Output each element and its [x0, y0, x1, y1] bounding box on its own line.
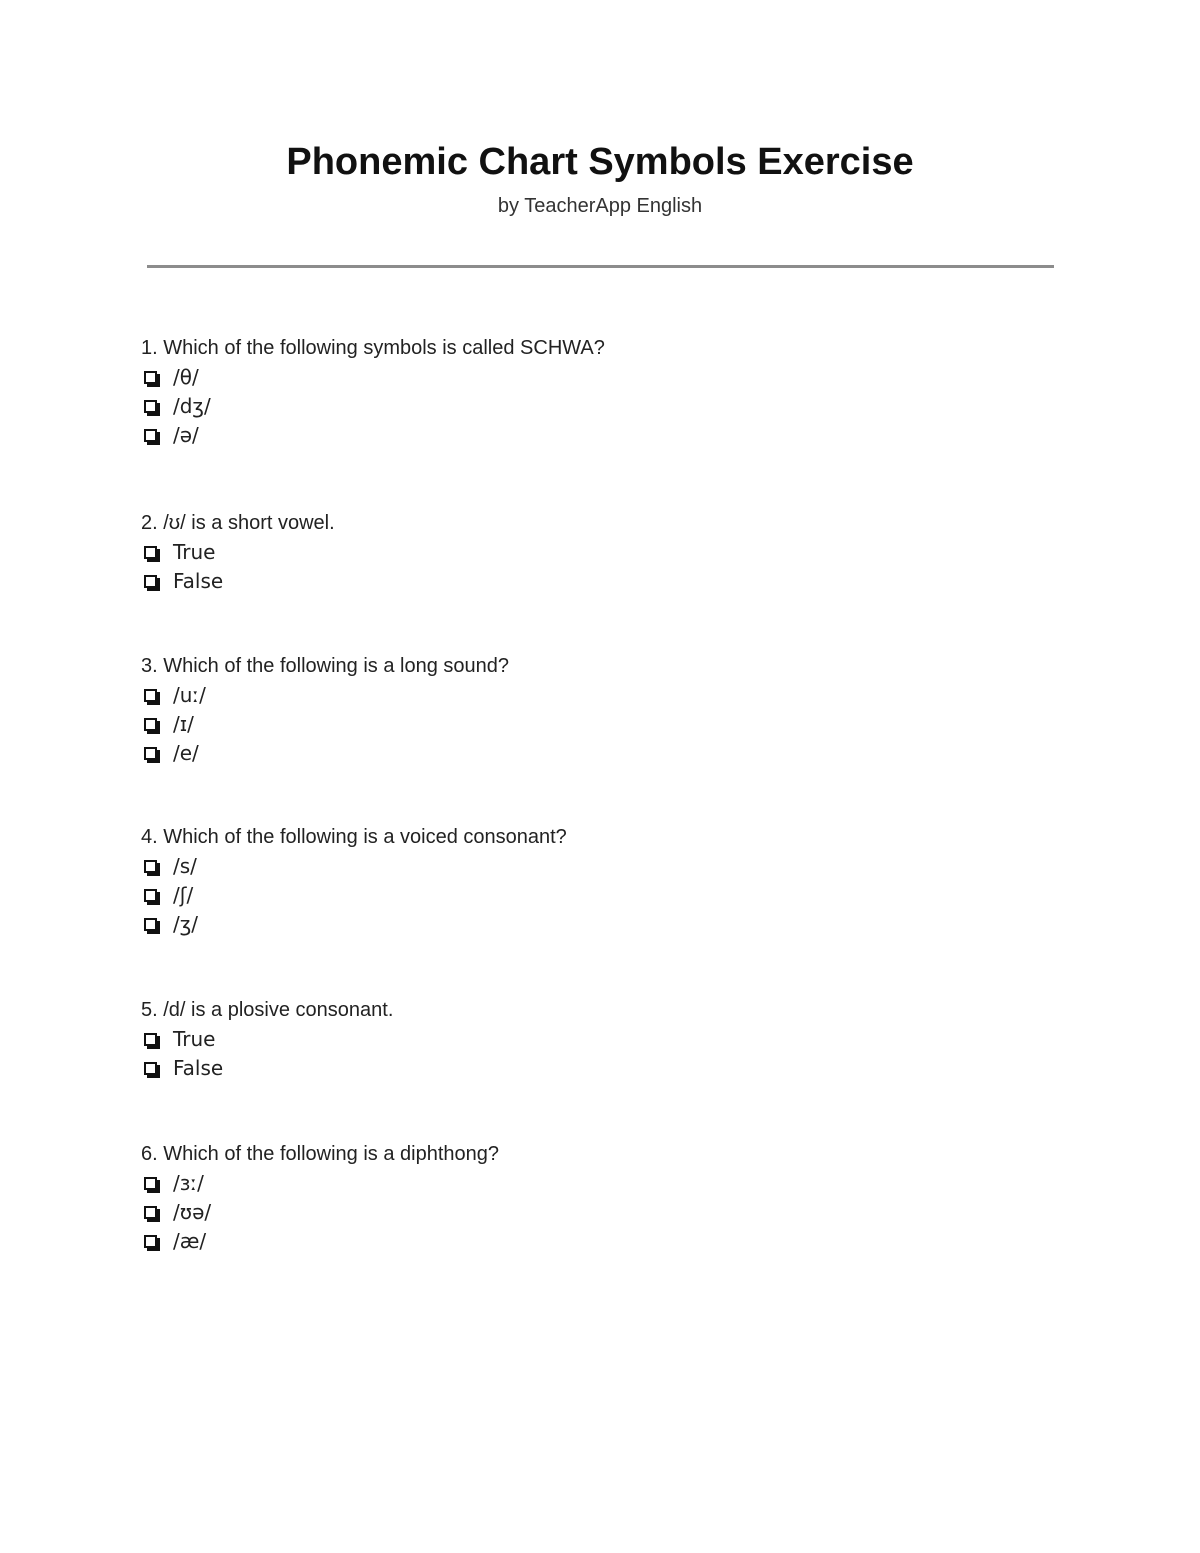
option-item[interactable] [141, 910, 1061, 939]
option-item[interactable] [141, 1227, 1061, 1256]
checkbox-icon[interactable] [144, 689, 157, 702]
question-text: 2. /ʊ/ is a short vowel. [141, 512, 335, 534]
question-text: 4. Which of the following is a voiced consonant? [141, 826, 567, 848]
checkbox-icon[interactable] [144, 371, 157, 384]
checkbox-icon[interactable] [144, 429, 157, 442]
option-label: /θ/ [173, 365, 199, 389]
option-label: /e/ [173, 741, 199, 765]
option-label: /ɜː/ [173, 1171, 204, 1195]
option-label: /ʊə/ [173, 1200, 212, 1224]
option-item[interactable] [141, 1025, 1061, 1054]
option-item[interactable] [141, 392, 1061, 421]
option-item[interactable] [141, 421, 1061, 450]
option-label: /s/ [173, 854, 197, 878]
option-label: /uː/ [173, 683, 206, 707]
checkbox-icon[interactable] [144, 1177, 157, 1190]
question-text: 1. Which of the following symbols is called SCHWA? [141, 337, 605, 359]
checkbox-icon[interactable] [144, 918, 157, 931]
question-3 [141, 652, 1061, 768]
checkbox-icon[interactable] [144, 575, 157, 588]
option-item[interactable] [141, 1169, 1061, 1198]
option-label: /dʒ/ [173, 394, 211, 418]
option-item[interactable] [141, 538, 1061, 567]
option-label: True [173, 540, 216, 564]
question-5 [141, 996, 1061, 1083]
option-item[interactable] [141, 1054, 1061, 1083]
question-4 [141, 823, 1061, 939]
option-item[interactable] [141, 881, 1061, 910]
checkbox-icon[interactable] [144, 1206, 157, 1219]
question-1 [141, 334, 1061, 450]
option-label: /ɪ/ [173, 712, 194, 736]
page-subtitle: by TeacherApp English [497, 195, 703, 217]
option-label: /æ/ [173, 1229, 207, 1253]
option-label: False [173, 569, 224, 593]
option-label: /ə/ [173, 423, 199, 447]
checkbox-icon[interactable] [144, 1235, 157, 1248]
checkbox-icon[interactable] [144, 546, 157, 559]
option-label: /ʃ/ [173, 883, 194, 907]
question-2 [141, 509, 1061, 596]
checkbox-icon[interactable] [144, 889, 157, 902]
checkbox-icon[interactable] [144, 747, 157, 760]
checkbox-icon[interactable] [144, 860, 157, 873]
option-item[interactable] [141, 710, 1061, 739]
option-label: False [173, 1056, 224, 1080]
option-item[interactable] [141, 852, 1061, 881]
option-item[interactable] [141, 1198, 1061, 1227]
option-label: /ʒ/ [173, 912, 199, 936]
option-label: True [173, 1027, 216, 1051]
title-divider [147, 265, 1054, 268]
question-6 [141, 1140, 1061, 1256]
checkbox-icon[interactable] [144, 718, 157, 731]
checkbox-icon[interactable] [144, 1033, 157, 1046]
page-title: Phonemic Chart Symbols Exercise [286, 141, 914, 183]
option-item[interactable] [141, 681, 1061, 710]
question-text: 3. Which of the following is a long sound? [141, 655, 509, 677]
checkbox-icon[interactable] [144, 400, 157, 413]
option-item[interactable] [141, 739, 1061, 768]
question-text: 6. Which of the following is a diphthong? [141, 1143, 499, 1165]
checkbox-icon[interactable] [144, 1062, 157, 1075]
option-item[interactable] [141, 363, 1061, 392]
option-item[interactable] [141, 567, 1061, 596]
question-text: 5. /d/ is a plosive consonant. [141, 999, 394, 1021]
